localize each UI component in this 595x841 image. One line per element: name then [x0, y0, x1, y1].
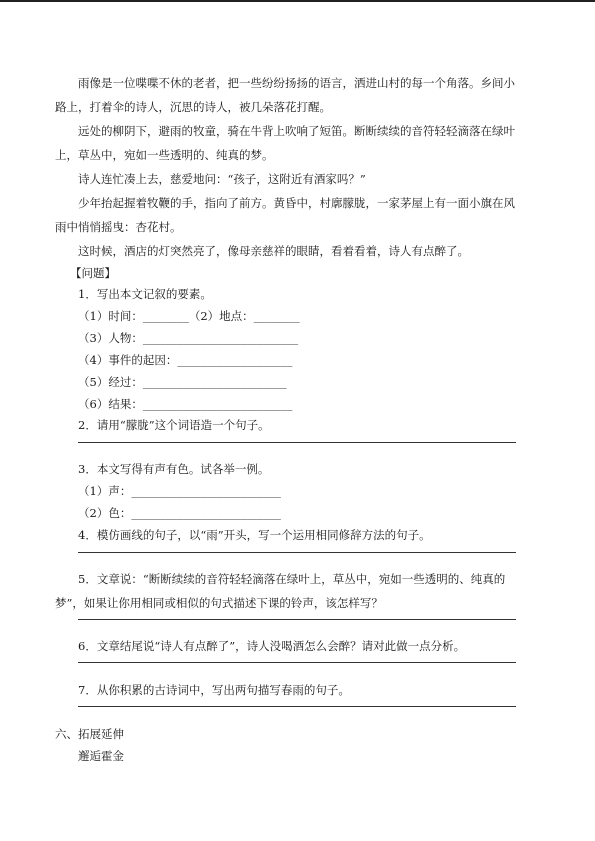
question-5-line-1: 5．文章说：“断断续续的音符轻轻滴落在绿叶上，草丛中，宛如一些透明的、纯真的	[78, 572, 506, 586]
question-4-answer-line[interactable]	[78, 552, 516, 553]
question-5-line-2: 梦”，如果让你用相同或相似的句式描述下课的铃声，该怎样写？	[55, 596, 383, 610]
question-1-time-place: （1）时间：________（2）地点：________	[78, 309, 300, 323]
question-5-answer-line[interactable]	[78, 619, 516, 620]
questions-heading: 【问题】	[70, 266, 116, 280]
page-top-rule	[0, 0, 595, 2]
question-1-process: （5）经过：_________________________	[78, 375, 287, 389]
question-3-color: （2）色：__________________________	[78, 506, 281, 520]
passage-paragraph-1-line-2: 路上，打着伞的诗人，沉思的诗人，被几朵落花打醒。	[55, 100, 331, 114]
passage-paragraph-3: 诗人连忙凑上去，慈爱地问：“孩子，这附近有酒家吗？”	[78, 172, 366, 186]
passage-paragraph-4-line-2: 雨中悄悄摇曳：杏花村。	[55, 220, 182, 234]
section-6-subtitle: 邂逅霍金	[78, 749, 124, 763]
section-6-title: 六、拓展延伸	[55, 727, 124, 741]
passage-paragraph-2-line-2: 上，草丛中，宛如一些透明的、纯真的梦。	[55, 148, 274, 162]
question-1-result: （6）结果：__________________________	[78, 397, 293, 411]
question-1: 1．写出本文记叙的要素。	[78, 287, 212, 301]
question-7: 7．从你积累的古诗词中，写出两句描写春雨的句子。	[78, 683, 350, 697]
passage-paragraph-4-line-1: 少年抬起握着牧鞭的手，指向了前方。黄昏中，村廓朦胧，一家茅屋上有一面小旗在风	[78, 196, 515, 210]
passage-paragraph-5: 这时候，酒店的灯突然亮了，像母亲慈祥的眼睛，看着看着，诗人有点醉了。	[78, 244, 469, 258]
question-7-answer-line[interactable]	[78, 706, 516, 707]
question-2: 2．请用“朦胧”这个词语造一个句子。	[78, 418, 270, 432]
question-1-people: （3）人物：___________________________	[78, 331, 299, 345]
question-3-sound: （1）声：__________________________	[78, 484, 281, 498]
question-4: 4．模仿画线的句子，以“雨”开头，写一个运用相同修辞方法的句子。	[78, 528, 431, 542]
question-3: 3．本文写得有声有色。试各举一例。	[78, 462, 270, 476]
passage-paragraph-2-line-1: 远处的柳阴下，避雨的牧童，骑在牛背上吹响了短笛。断断续续的音符轻轻滴落在绿叶	[78, 124, 515, 138]
passage-paragraph-1-line-1: 雨像是一位喋喋不休的老者，把一些纷纷扬扬的语言，洒进山村的每一个角落。乡间小	[78, 76, 515, 90]
question-1-cause: （4）事件的起因：____________________	[78, 353, 293, 367]
question-6: 6．文章结尾说“诗人有点醉了”，诗人没喝酒怎么会醉？请对此做一点分析。	[78, 639, 466, 653]
question-6-answer-line[interactable]	[78, 662, 516, 663]
question-2-answer-line[interactable]	[78, 442, 516, 443]
